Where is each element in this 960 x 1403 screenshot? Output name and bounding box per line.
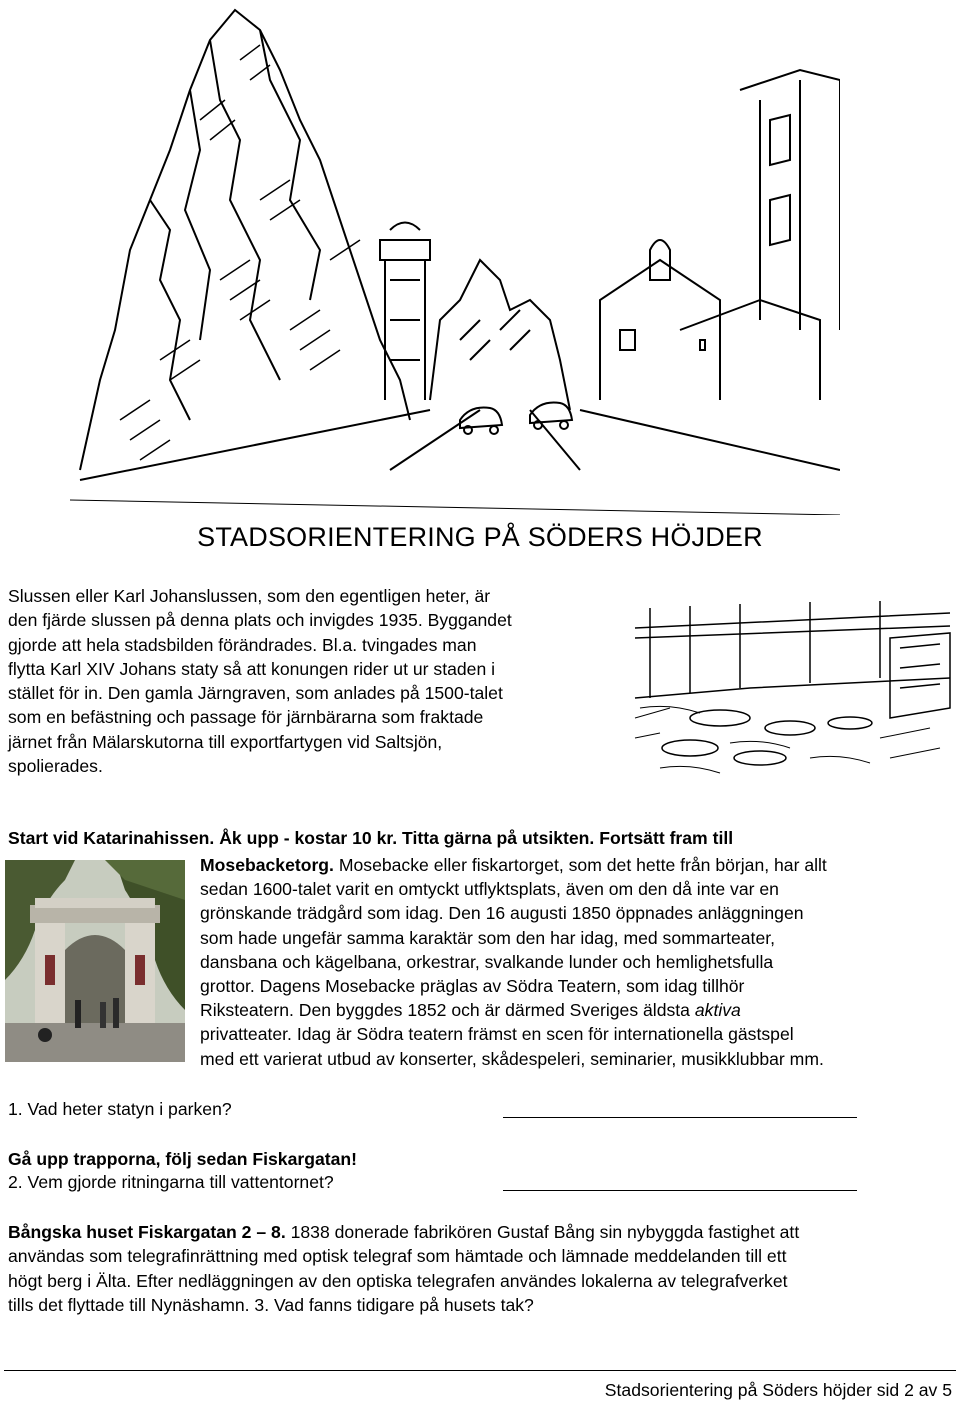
mosebacke-line: privatteater. Idag är Södra teatern främst en scen för internationella gästspel	[200, 1024, 794, 1045]
bangska-line: användas som telegrafinrättning med optisk telegraf som hämtade och lämnade meddelanden till ett	[8, 1246, 787, 1267]
mosebacke-line: grönskande trädgård som idag. Den 16 augusti 1850 öppnades anläggningen	[200, 903, 804, 924]
bangska-paragraph	[8, 1220, 958, 1317]
bangska-line: högt berg i Älta. Efter nedläggningen av den optiska telegrafen användes lokalerna av telegrafverket	[8, 1270, 788, 1291]
mosebacke-heading: Mosebacketorg.	[200, 855, 334, 875]
intro-line: Slussen eller Karl Johanslussen, som den egentligen heter, är	[8, 586, 491, 606]
bangska-first-line	[8, 1220, 958, 1244]
emphasis-aktiva: aktiva	[694, 1000, 741, 1021]
mosebacke-text: Mosebacke eller fiskartorget, som det hette från början, har allt	[333, 855, 827, 875]
answer-line-2[interactable]	[503, 1190, 857, 1191]
mosebacke-line: med ett varierat utbud av konserter, skådespeleri, seminarier, musikklubbar mm.	[200, 1048, 824, 1069]
mosebacke-line: grottor. Dagens Mosebacke präglas av Södra Teatern, som idag tillhör	[200, 976, 745, 997]
route-instruction: Gå upp trapporna, följ sedan Fiskargatan!	[8, 1149, 357, 1169]
intro-paragraph	[8, 584, 608, 778]
intro-line: flytta Karl XIV Johans staty så att konungen rider ut ur staden i	[8, 658, 496, 679]
footer-divider	[4, 1370, 956, 1371]
slussen-sketch-illustration	[630, 598, 955, 780]
page-footer: Stadsorientering på Söders höjder sid 2 av 5	[604, 1380, 952, 1400]
intro-line: den fjärde slussen på denna plats och invigdes 1935. Byggandet	[8, 610, 512, 631]
mosebacke-line: som hade ungefär samma karaktär som den har idag, med sommarteater,	[200, 927, 776, 948]
mosebacke-gate-photo	[5, 860, 185, 1062]
intro-line: som en befästning och passage för järnbärarna som fraktade	[8, 707, 484, 728]
mosebacke-paragraph	[200, 853, 955, 1071]
intro-line: spolierades.	[8, 756, 103, 777]
bangska-line: tills det flyttade till Nynäshamn. 3. Vad fanns tidigare på husets tak?	[8, 1294, 534, 1315]
mosebacke-first-line	[200, 853, 955, 877]
start-instruction: Start vid Katarinahissen. Åk upp - kostar 10 kr. Titta gärna på utsikten. Fortsätt fram till	[8, 828, 734, 848]
question-2: 2. Vem gjorde ritningarna till vattentornet?	[8, 1172, 334, 1192]
page-title: STADSORIENTERING PÅ SÖDERS HÖJDER	[197, 522, 763, 552]
intro-line: stället för in. Den gamla Järngraven, som anlades på 1500-talet	[8, 683, 503, 704]
intro-line: järnet från Mälarskutorna till exportfartygen vid Saltsjön,	[8, 731, 443, 752]
mosebacke-line-with-emphasis	[200, 998, 955, 1022]
bangska-text: 1838 donerade fabrikören Gustaf Bång sin nybyggda fastighet att	[285, 1222, 800, 1242]
intro-line: gjorde att hela stadsbilden förändrades. Bl.a. tvingades man	[8, 634, 477, 655]
bangska-heading: Bångska huset Fiskargatan 2 – 8.	[8, 1222, 286, 1242]
street-sketch-illustration	[60, 0, 840, 515]
mosebacke-line: sedan 1600-talet varit en omtyckt utflyktsplats, även om den då inte var en	[200, 879, 779, 900]
mosebacke-line: dansbana och kägelbana, orkestrar, svalkande lunder och hemlighetsfulla	[200, 951, 774, 972]
mosebacke-text: Riksteatern. Den byggdes 1852 och är därmed Sveriges äldsta	[200, 1000, 695, 1021]
question-1: 1. Vad heter statyn i parken?	[8, 1099, 232, 1119]
answer-line-1[interactable]	[503, 1117, 857, 1118]
